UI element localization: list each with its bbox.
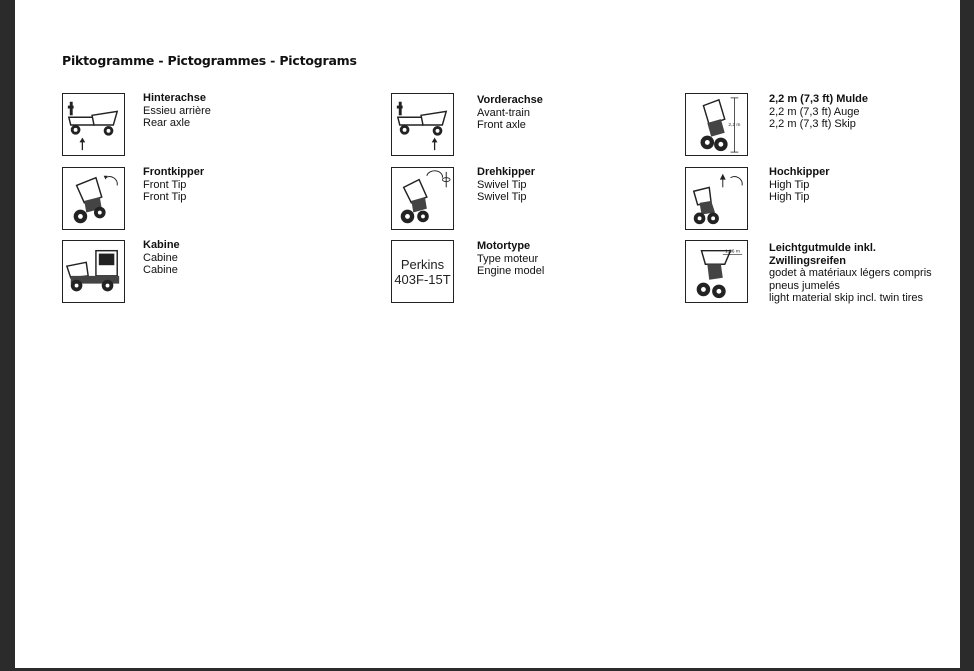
engine-model-icon (391, 240, 454, 303)
pictogram-title: Leichtgutmulde inkl. (769, 242, 876, 254)
viewer-frame-right (960, 0, 974, 671)
skip-height-value: 2,2 m (728, 122, 741, 128)
pictogram-line-fr: Cabine (143, 251, 178, 264)
cabin-dumper-icon (62, 240, 125, 303)
pictogram-label-rear-axle (143, 92, 211, 130)
pictogram-title: 2,2 m (7,3 ft) Mulde (769, 93, 869, 105)
pictogram-label-skip-22 (769, 93, 868, 131)
pictogram-line-fr: Essieu arrière (143, 104, 211, 117)
pictogram-title: Vorderachse (477, 94, 543, 106)
pictogram-label-cabin (143, 239, 180, 277)
pictogram-line-en: High Tip (769, 191, 810, 203)
rear-axle-dumper-icon (62, 93, 125, 156)
pictogram-line-en: light material skip incl. twin tires (769, 292, 924, 304)
pictogram-line-fr: 2,2 m (7,3 ft) Auge (769, 105, 860, 118)
pictogram-line-en: Swivel Tip (477, 191, 527, 203)
pictogram-label-swivel-tip (477, 166, 535, 204)
engine-brand: Perkins (400, 256, 445, 272)
page-heading: Piktogramme - Pictogrammes - Pictograms (62, 53, 357, 68)
front-tip-icon (62, 167, 125, 230)
high-tip-icon (685, 167, 748, 230)
pictogram-title: Hochkipper (769, 166, 830, 178)
engine-model: 403F-15T (394, 271, 451, 287)
pictogram-line-en: 2,2 m (7,3 ft) Skip (769, 118, 856, 130)
swivel-tip-icon (391, 167, 454, 230)
pictogram-line-fr: High Tip (769, 178, 810, 191)
pictogram-label-front-axle (477, 94, 543, 132)
pictogram-line-en: Front axle (477, 119, 526, 131)
pictogram-line-en: Front Tip (143, 191, 187, 203)
pictogram-line-fr-2: pneus jumelés (769, 279, 840, 292)
pictogram-line-fr: Avant-train (477, 106, 530, 119)
skip-width-value: 1,86 m (725, 249, 740, 255)
pictogram-title: Kabine (143, 239, 180, 251)
pictogram-title: Motortype (477, 240, 531, 252)
pictogram-line-fr: Type moteur (477, 252, 539, 265)
pictogram-line-en: Cabine (143, 264, 178, 276)
pictogram-line-fr: godet à matériaux légers compris (769, 267, 932, 279)
pictogram-title: Hinterachse (143, 92, 206, 104)
pictogram-title: Drehkipper (477, 166, 536, 178)
front-axle-dumper-icon (391, 93, 454, 156)
viewer-frame-left (0, 0, 15, 671)
skip-height-icon (685, 93, 748, 156)
pictogram-title-line2: Zwillingsreifen (769, 254, 847, 267)
pictogram-label-high-tip (769, 166, 830, 204)
pictogram-line-en: Engine model (477, 265, 545, 277)
pictogram-label-engine (477, 240, 544, 278)
pictogram-label-light-material-skip (769, 242, 932, 305)
pictogram-line-fr: Swivel Tip (477, 178, 527, 191)
light-material-skip-icon (685, 240, 748, 303)
pictogram-line-en: Rear axle (143, 117, 191, 129)
pictogram-line-fr: Front Tip (143, 178, 187, 191)
pictogram-title: Frontkipper (143, 166, 205, 178)
pictogram-label-front-tip (143, 166, 204, 204)
